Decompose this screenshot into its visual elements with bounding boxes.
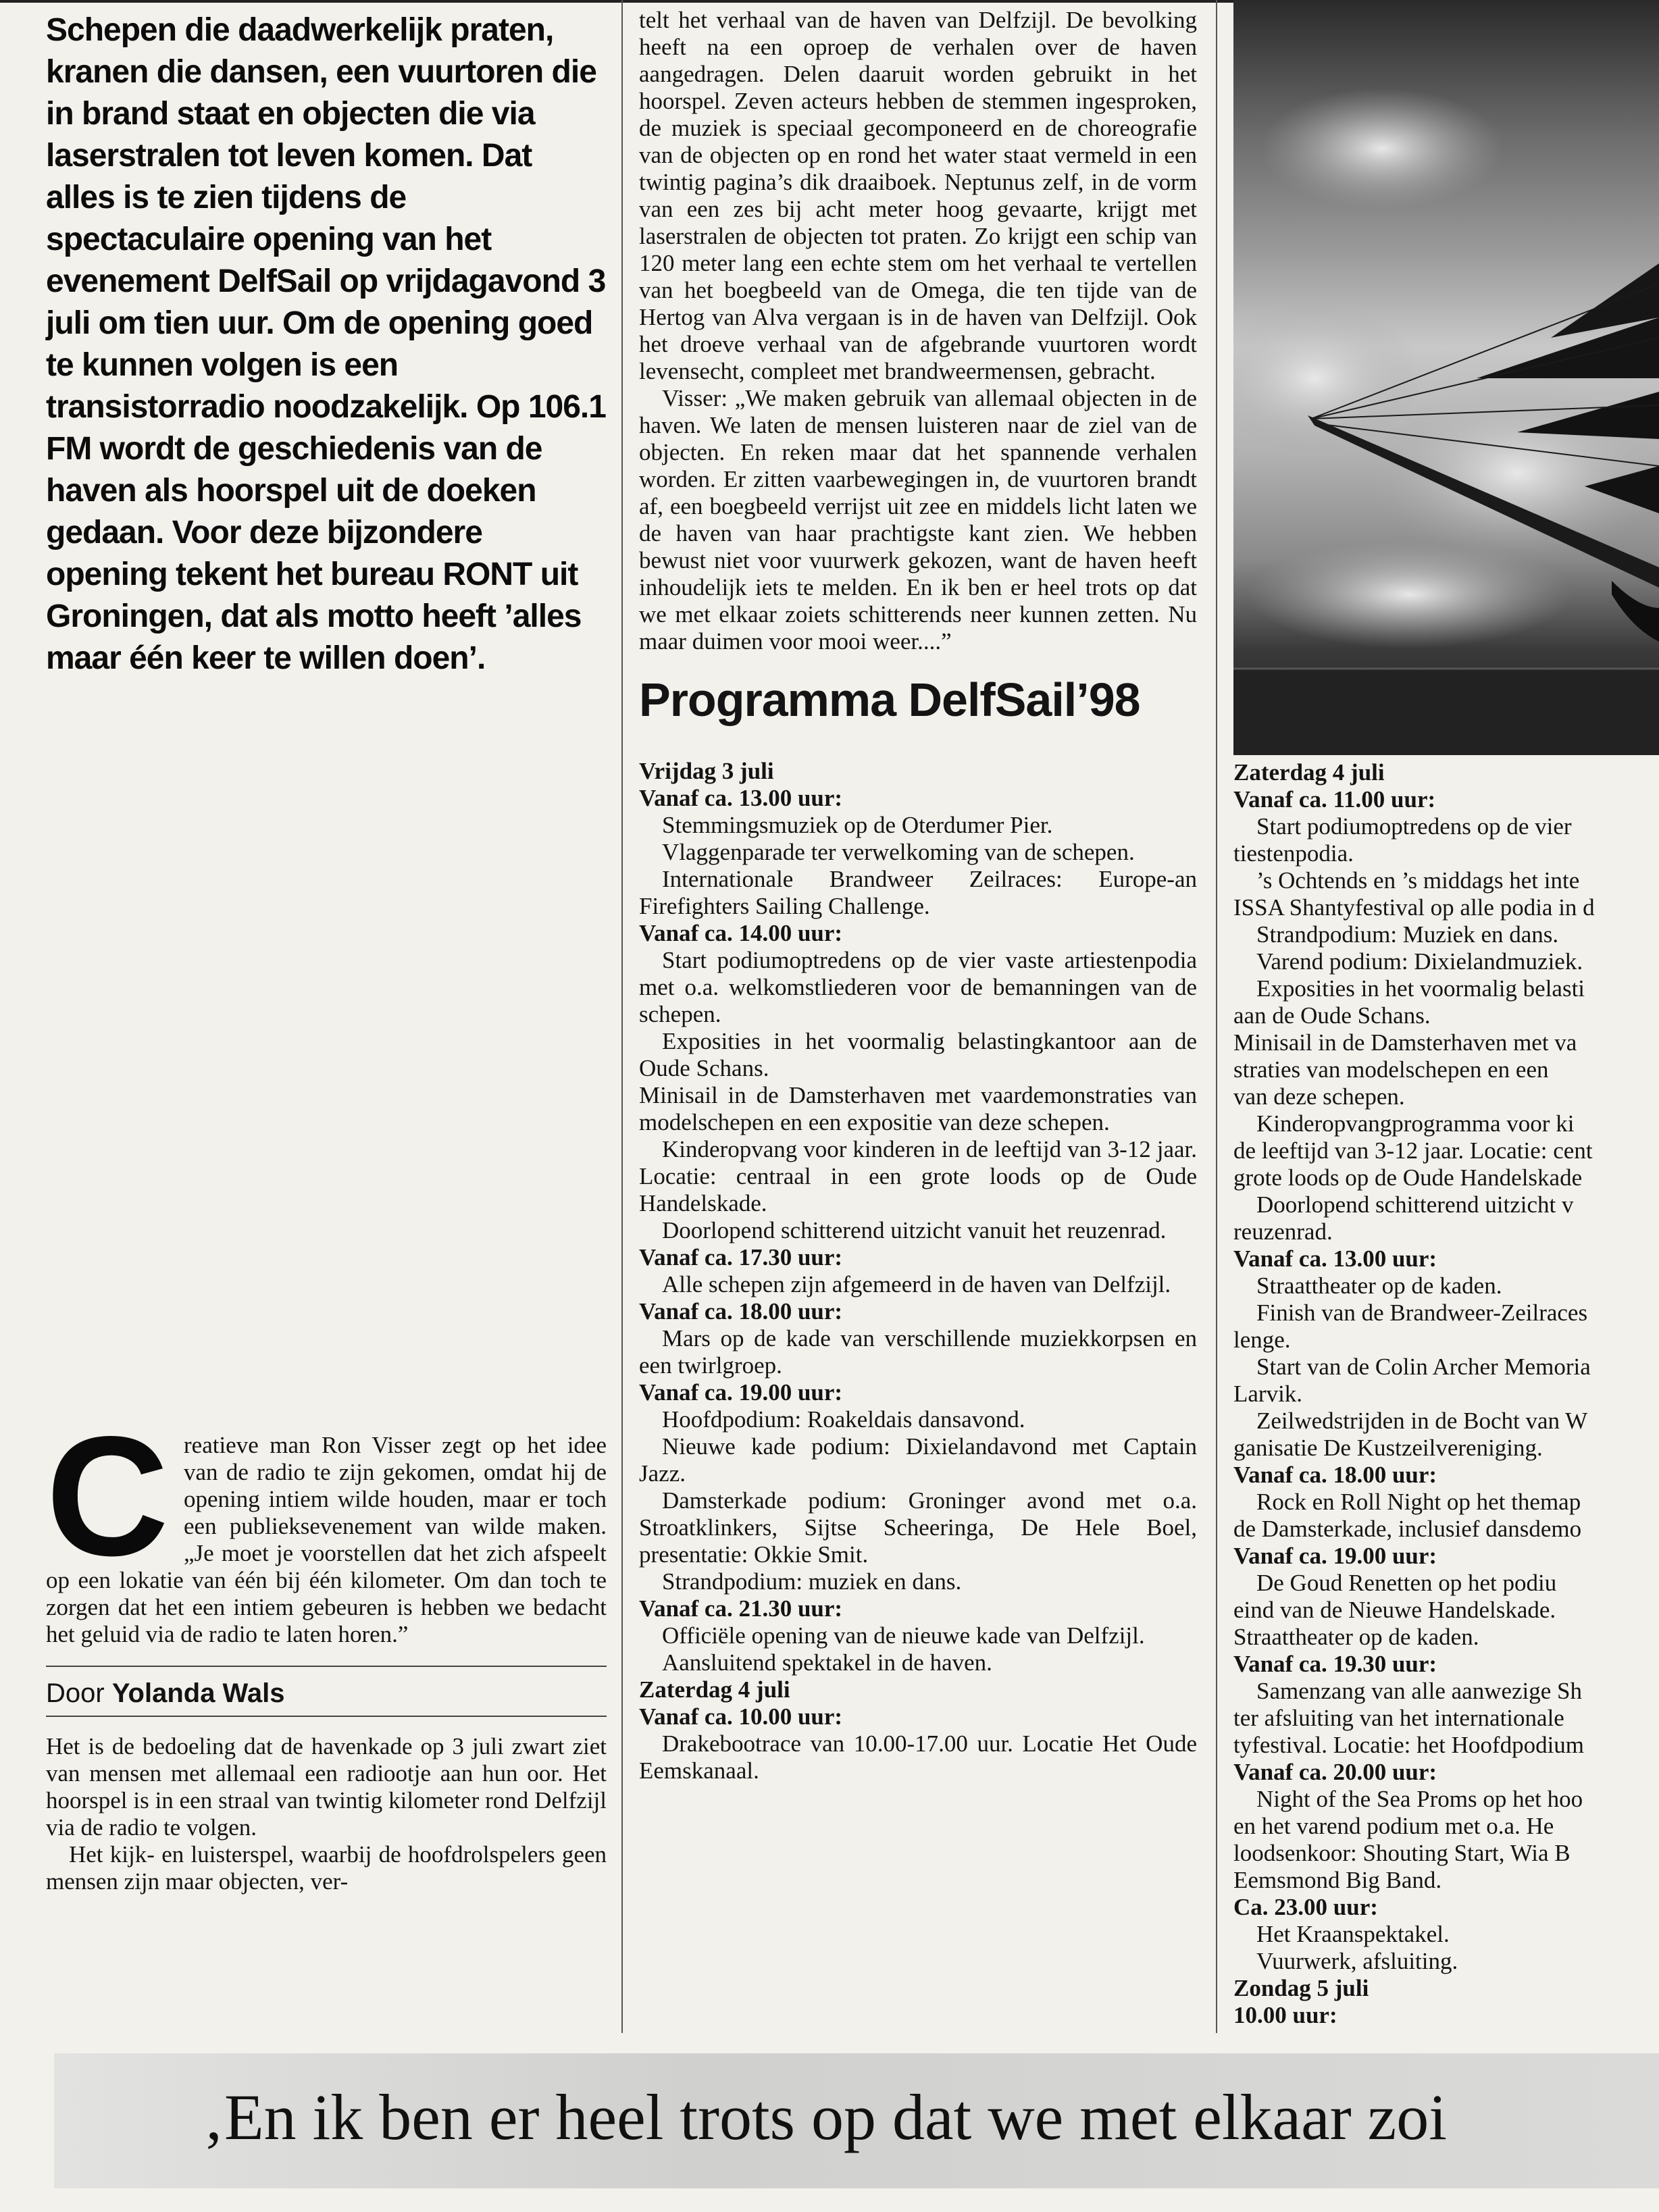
- program-item: Straattheater op de kaden.: [1233, 1624, 1479, 1650]
- column-rule-right: [1216, 0, 1217, 2033]
- program-item: Damsterkade podium: Groninger avond met o.a. Stroatklinkers, Sijtse Scheeringa, De Hele Boel, presentatie: Okkie Smit.: [639, 1487, 1197, 1568]
- program-item: ’s Ochtends en ’s middags het inte: [1256, 867, 1580, 894]
- pull-quote-band: [54, 2053, 1659, 2188]
- program-day: Vrijdag 3 juli: [639, 758, 774, 784]
- program-time: Vanaf ca. 14.00 uur:: [639, 920, 843, 946]
- program-item: Samenzang van alle aanwezige Sh: [1256, 1678, 1583, 1704]
- program-item: Larvik.: [1233, 1381, 1303, 1407]
- program-item: Strandpodium: Muziek en dans.: [1256, 921, 1559, 948]
- program-item: Rock en Roll Night op het themap: [1256, 1489, 1581, 1515]
- program-time: 10.00 uur:: [1233, 2002, 1337, 2028]
- byline-author: Yolanda Wals: [111, 1678, 285, 1708]
- program-time: Vanaf ca. 19.00 uur:: [639, 1379, 843, 1406]
- intro-text: Schepen die daadwerkelijk praten, kranen die dansen, een vuurtoren die in brand staat en objecten die via laserstralen tot leven komen. Dat alles is te zien tijdens de spectaculaire opening van het evenement DelfSail op vrijdagavond 3 juli om tien uur. Om de opening goed te kunnen volgen is een transistorradio noodzakelijk. Op 106.1 FM wordt de geschiedenis van de haven als hoorspel uit de doeken gedaan. Voor deze bijzondere opening tekent het bureau RONT uit Groningen, dat als motto heeft ’alles maar één keer te willen doen’.: [46, 12, 606, 676]
- program-time: Vanaf ca. 19.30 uur:: [1233, 1651, 1437, 1677]
- program-item: Stemmingsmuziek op de Oterdumer Pier.: [662, 812, 1053, 838]
- program-item: Internationale Brandweer Zeilraces: Europe-an Firefighters Sailing Challenge.: [639, 866, 1197, 919]
- program-time: Vanaf ca. 11.00 uur:: [1233, 786, 1436, 813]
- program-item: Officiële opening van de nieuwe kade van Delfzijl.: [662, 1622, 1145, 1649]
- program-item: Kinderopvangprogramma voor ki: [1256, 1110, 1575, 1137]
- program-item: Vuurwerk, afsluiting.: [1256, 1948, 1458, 1974]
- program-item: Start van de Colin Archer Memoria: [1256, 1354, 1591, 1380]
- program-item: Hoofdpodium: Roakeldais dansavond.: [662, 1406, 1025, 1433]
- byline-rule-bottom: [46, 1716, 607, 1717]
- mid-paragraph-1: telt het verhaal van de haven van Delfzijl. De bevolking heeft na een oproep de verhalen over de haven aangedragen. Delen daaruit worden gebruikt in het hoorspel. Zeven acteurs hebben de stemmen ingesproken, de muziek is speciaal gecomponeerd en de choreografie van de objecten op en rond het water staat vermeld in een twintig pagina’s dik draaiboek. Neptunus zelf, in de vorm van een zes bij acht meter hoog gevaarte, krijgt met laserstralen de objecten tot praten. Zo krijgt een schip van 120 meter lang een echte stem om het verhaal te vertellen van het boegbeeld van de Omega, die ten tijde van de Hertog van Alva vergaan is in de haven van Delfzijl. Ook het droeve verhaal van de afgebrande vuurtoren wordt levensecht, compleet met brandweermensen, gebracht.: [639, 7, 1197, 384]
- program-item: tyfestival. Locatie: het Hoofdpodium: [1233, 1732, 1585, 1758]
- program-item: loodsenkoor: Shouting Start, Wia B: [1233, 1840, 1571, 1866]
- program-time: Vanaf ca. 10.00 uur:: [639, 1703, 843, 1730]
- program-item: lenge.: [1233, 1327, 1291, 1353]
- program-item: Exposities in het voormalig belasti: [1256, 975, 1585, 1002]
- column-rule-left: [621, 0, 623, 2033]
- program-time: Vanaf ca. 18.00 uur:: [1233, 1462, 1437, 1488]
- program-item: Strandpodium: muziek en dans.: [662, 1568, 962, 1595]
- program-day: Zaterdag 4 juli: [1233, 759, 1385, 786]
- program-time: Vanaf ca. 13.00 uur:: [1233, 1245, 1437, 1272]
- program-item: ganisatie De Kustzeilvereniging.: [1233, 1435, 1543, 1461]
- program-item: tiestenpodia.: [1233, 840, 1354, 867]
- intro-lede: [46, 9, 607, 679]
- program-item: ter afsluiting van het internationale: [1233, 1705, 1564, 1731]
- drop-cap: C: [46, 1401, 169, 1591]
- program-item: eind van de Nieuwe Handelskade.: [1233, 1597, 1556, 1623]
- program-item: Doorlopend schitterend uitzicht v: [1256, 1191, 1574, 1218]
- program-item: Het Kraanspektakel.: [1256, 1921, 1450, 1947]
- program-item: aan de Oude Schans.: [1233, 1002, 1431, 1029]
- program-item: Drakebootrace van 10.00-17.00 uur. Locatie Het Oude Eemskanaal.: [639, 1730, 1197, 1784]
- middle-column: [639, 7, 1197, 1784]
- story-column: [46, 1401, 607, 1895]
- story-paragraph-2: Het is de bedoeling dat de havenkade op 3 juli zwart ziet van mensen met allemaal een radiootje aan hun oor. Het hoorspel is in een straal van twintig kilometer rond Delfzijl via de radio te volgen.: [46, 1733, 607, 1841]
- program-item: straties van modelschepen en een: [1233, 1056, 1549, 1083]
- program-item: de Damsterkade, inclusief dansdemo: [1233, 1516, 1582, 1542]
- program-item: Mars op de kade van verschillende muziekkorpsen en een twirlgroep.: [639, 1325, 1197, 1379]
- byline: [46, 1678, 607, 1709]
- program-item: Aansluitend spektakel in de haven.: [662, 1649, 992, 1676]
- program-item: en het varend podium met o.a. He: [1233, 1813, 1554, 1839]
- program-item: Minisail in de Damsterhaven met va: [1233, 1029, 1577, 1056]
- program-item: grote loods op de Oude Handelskade: [1233, 1164, 1583, 1191]
- program-item: Varend podium: Dixielandmuziek.: [1256, 948, 1583, 975]
- program-item: Start podiumoptredens op de vier vaste artiestenpodia met o.a. welkomstliederen voor de bemanningen van de schepen.: [639, 947, 1197, 1027]
- mid-paragraph-2: Visser: „We maken gebruik van allemaal objecten in de haven. We laten de mensen luisteren naar de ziel van de objecten. En reken maar dat het spannende verhalen worden. Er zitten vaarbewegingen in, de vuurtoren brandt af, een boegbeeld verrijst uit zee en middels licht laten we de haven van haar prachtigste kant zien. We hebben bewust niet voor vuurwerk gekozen, want de haven heeft inhoudelijk iets te melden. En ik ben er heel trots op dat we met elkaar zoiets schitterends neer kunnen zetten. Nu maar duimen voor mooi weer....”: [639, 385, 1197, 654]
- tall-ship-photo: [1233, 0, 1659, 755]
- story-paragraph-1: [46, 1401, 607, 1648]
- right-column: [1233, 759, 1659, 2029]
- program-item: Zeilwedstrijden in de Bocht van W: [1256, 1408, 1588, 1434]
- program-item: Minisail in de Damsterhaven met vaardemonstraties van modelschepen en een expositie van deze schepen.: [639, 1082, 1197, 1135]
- tall-ship-illustration: [1233, 0, 1659, 755]
- program-item: Kinderopvang voor kinderen in de leeftijd van 3-12 jaar. Locatie: centraal in een grote loods op de Oude Handelskade.: [639, 1136, 1197, 1216]
- program-day: Zaterdag 4 juli: [639, 1676, 790, 1703]
- program-list-right: [1233, 759, 1659, 2029]
- program-item: de leeftijd van 3-12 jaar. Locatie: cent: [1233, 1137, 1593, 1164]
- program-item: Nieuwe kade podium: Dixielandavond met Captain Jazz.: [639, 1433, 1197, 1487]
- byline-prefix: Door: [46, 1678, 105, 1708]
- story-p1-text: reatieve man Ron Visser zegt op het idee van de radio te zijn gekomen, omdat hij de opening intiem wilde houden, maar er toch een publieksevenement van wilde maken. „Je moet je voorstellen dat het zich afspeelt op een lokatie van één bij één kilometer. Om dan toch te zorgen dat het een intiem gebeuren is hebben we bedacht het geluid via de radio te laten horen.”: [46, 1432, 607, 1647]
- program-item: reuzenrad.: [1233, 1218, 1333, 1245]
- program-item: Finish van de Brandweer-Zeilraces: [1256, 1300, 1588, 1326]
- program-time: Ca. 23.00 uur:: [1233, 1894, 1378, 1920]
- program-item: Doorlopend schitterend uitzicht vanuit het reuzenrad.: [662, 1217, 1167, 1243]
- program-item: Straattheater op de kaden.: [1256, 1272, 1502, 1299]
- program-item: van deze schepen.: [1233, 1083, 1405, 1110]
- program-time: Vanaf ca. 20.00 uur:: [1233, 1759, 1437, 1785]
- program-day: Zondag 5 juli: [1233, 1975, 1369, 2001]
- program-time: Vanaf ca. 18.00 uur:: [639, 1298, 843, 1324]
- program-list-mid: [639, 758, 1197, 1784]
- program-item: Eemsmond Big Band.: [1233, 1867, 1442, 1893]
- program-time: Vanaf ca. 19.00 uur:: [1233, 1543, 1437, 1569]
- program-time: Vanaf ca. 17.30 uur:: [639, 1244, 843, 1270]
- pull-quote: ‚En ik ben er heel trots op dat we met elkaar zoi: [203, 2081, 1447, 2153]
- program-item: Start podiumoptredens op de vier: [1256, 813, 1572, 840]
- program-item: ISSA Shantyfestival op alle podia in d: [1233, 894, 1595, 921]
- program-item: Vlaggenparade ter verwelkoming van de schepen.: [662, 839, 1135, 865]
- program-title: Programma DelfSail’98: [639, 673, 1140, 726]
- program-time: Vanaf ca. 21.30 uur:: [639, 1595, 843, 1622]
- program-item: De Goud Renetten op het podiu: [1256, 1570, 1557, 1596]
- program-time: Vanaf ca. 13.00 uur:: [639, 785, 843, 811]
- program-item: Night of the Sea Proms op het hoo: [1256, 1786, 1583, 1812]
- program-item: Alle schepen zijn afgemeerd in de haven van Delfzijl.: [662, 1271, 1171, 1297]
- program-item: Exposities in het voormalig belastingkantoor aan de Oude Schans.: [639, 1028, 1197, 1081]
- story-paragraph-3: Het kijk- en luisterspel, waarbij de hoofdrolspelers geen mensen zijn maar objecten, ver-: [46, 1841, 607, 1895]
- byline-rule-top: [46, 1666, 607, 1667]
